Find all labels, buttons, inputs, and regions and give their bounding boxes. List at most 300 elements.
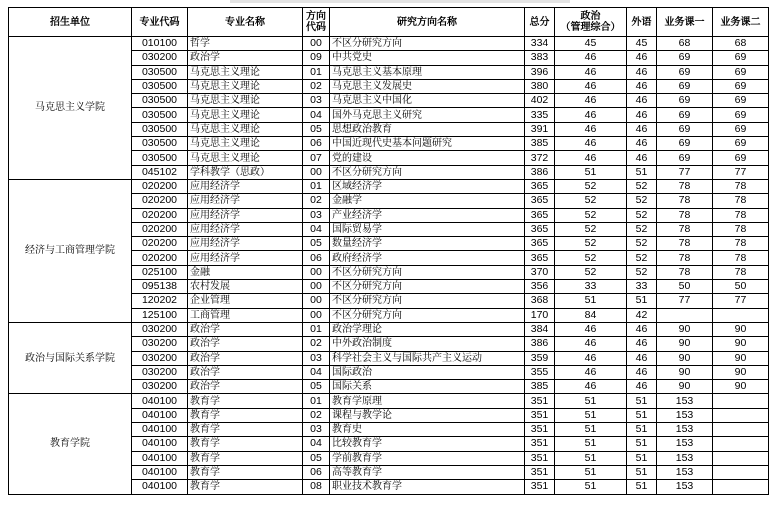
subject-1-score-cell: 78 (657, 222, 713, 236)
major-code-cell: 010100 (132, 37, 188, 51)
direction-name-cell: 国际贸易学 (330, 222, 525, 236)
subject-2-score-cell: 77 (713, 294, 769, 308)
politics-score-cell: 51 (555, 480, 627, 494)
direction-name-cell: 国外马克思主义研究 (330, 108, 525, 122)
direction-name-cell: 思想政治教育 (330, 122, 525, 136)
header-major-name: 专业名称 (188, 8, 303, 37)
subject-2-score-cell (713, 423, 769, 437)
foreign-language-score-cell: 51 (627, 480, 657, 494)
total-score-cell: 365 (525, 237, 555, 251)
foreign-language-score-cell: 46 (627, 108, 657, 122)
subject-1-score-cell: 78 (657, 179, 713, 193)
foreign-language-score-cell: 46 (627, 151, 657, 165)
foreign-language-score-cell: 51 (627, 394, 657, 408)
direction-code-cell: 01 (303, 65, 330, 79)
politics-score-cell: 52 (555, 265, 627, 279)
total-score-cell: 402 (525, 94, 555, 108)
direction-name-cell: 不区分研究方向 (330, 280, 525, 294)
header-direction-name: 研究方向名称 (330, 8, 525, 37)
total-score-cell: 385 (525, 380, 555, 394)
subject-2-score-cell (713, 394, 769, 408)
major-name-cell: 教育学 (188, 480, 303, 494)
direction-code-cell: 00 (303, 308, 330, 322)
subject-1-score-cell: 153 (657, 480, 713, 494)
subject-1-score-cell: 69 (657, 51, 713, 65)
table-row (9, 179, 769, 193)
total-score-cell: 384 (525, 322, 555, 336)
politics-score-cell: 51 (555, 465, 627, 479)
foreign-language-score-cell: 33 (627, 280, 657, 294)
subject-2-score-cell (713, 480, 769, 494)
subject-2-score-cell: 90 (713, 380, 769, 394)
foreign-language-score-cell: 46 (627, 380, 657, 394)
table-header (9, 8, 769, 37)
major-code-cell: 030200 (132, 380, 188, 394)
subject-2-score-cell (713, 408, 769, 422)
direction-code-cell: 04 (303, 108, 330, 122)
direction-code-cell: 00 (303, 265, 330, 279)
subject-1-score-cell: 69 (657, 65, 713, 79)
major-code-cell: 030500 (132, 94, 188, 108)
direction-name-cell: 不区分研究方向 (330, 294, 525, 308)
politics-score-cell: 46 (555, 365, 627, 379)
total-score-cell: 370 (525, 265, 555, 279)
major-code-cell: 040100 (132, 394, 188, 408)
major-name-cell: 教育学 (188, 394, 303, 408)
major-name-cell: 学科教学（思政） (188, 165, 303, 179)
major-name-cell: 政治学 (188, 322, 303, 336)
major-code-cell: 030200 (132, 337, 188, 351)
foreign-language-score-cell: 51 (627, 451, 657, 465)
direction-name-cell: 科学社会主义与国际共产主义运动 (330, 351, 525, 365)
subject-2-score-cell: 68 (713, 37, 769, 51)
direction-name-cell: 中外政治制度 (330, 337, 525, 351)
foreign-language-score-cell: 51 (627, 437, 657, 451)
subject-2-score-cell: 78 (713, 208, 769, 222)
politics-score-cell: 52 (555, 251, 627, 265)
total-score-cell: 383 (525, 51, 555, 65)
politics-score-cell: 51 (555, 423, 627, 437)
direction-name-cell: 国际关系 (330, 380, 525, 394)
direction-code-cell: 04 (303, 222, 330, 236)
unit-cell: 教育学院 (9, 394, 132, 494)
politics-score-cell: 46 (555, 322, 627, 336)
major-name-cell: 农村发展 (188, 280, 303, 294)
total-score-cell: 359 (525, 351, 555, 365)
total-score-cell: 386 (525, 165, 555, 179)
subject-1-score-cell: 69 (657, 79, 713, 93)
major-code-cell: 030200 (132, 322, 188, 336)
foreign-language-score-cell: 46 (627, 337, 657, 351)
subject-2-score-cell (713, 451, 769, 465)
major-code-cell: 040100 (132, 423, 188, 437)
major-name-cell: 政治学 (188, 380, 303, 394)
table-row (9, 394, 769, 408)
major-name-cell: 应用经济学 (188, 179, 303, 193)
subject-2-score-cell (713, 437, 769, 451)
header-politics (555, 8, 627, 37)
direction-name-cell: 不区分研究方向 (330, 308, 525, 322)
major-code-cell: 040100 (132, 465, 188, 479)
politics-score-cell: 51 (555, 437, 627, 451)
foreign-language-score-cell: 52 (627, 208, 657, 222)
subject-2-score-cell: 90 (713, 365, 769, 379)
politics-score-cell: 46 (555, 65, 627, 79)
direction-name-cell: 不区分研究方向 (330, 165, 525, 179)
table-body (9, 37, 769, 495)
direction-name-cell: 马克思主义发展史 (330, 79, 525, 93)
direction-code-cell: 02 (303, 79, 330, 93)
header-unit: 招生单位 (9, 8, 132, 37)
major-name-cell: 马克思主义理论 (188, 94, 303, 108)
header-politics-line2: （管理综合） (560, 22, 621, 33)
politics-score-cell: 84 (555, 308, 627, 322)
subject-2-score-cell (713, 465, 769, 479)
major-code-cell: 045102 (132, 165, 188, 179)
subject-2-score-cell: 78 (713, 251, 769, 265)
major-code-cell: 020200 (132, 222, 188, 236)
subject-2-score-cell: 78 (713, 194, 769, 208)
major-code-cell: 030500 (132, 79, 188, 93)
major-name-cell: 教育学 (188, 451, 303, 465)
total-score-cell: 351 (525, 408, 555, 422)
direction-code-cell: 05 (303, 380, 330, 394)
direction-name-cell: 产业经济学 (330, 208, 525, 222)
foreign-language-score-cell: 52 (627, 251, 657, 265)
politics-score-cell: 46 (555, 337, 627, 351)
direction-name-cell: 比较教育学 (330, 437, 525, 451)
direction-name-cell: 马克思主义中国化 (330, 94, 525, 108)
major-name-cell: 政治学 (188, 337, 303, 351)
subject-2-score-cell: 78 (713, 237, 769, 251)
major-code-cell: 040100 (132, 437, 188, 451)
politics-score-cell: 46 (555, 122, 627, 136)
major-name-cell: 哲学 (188, 37, 303, 51)
subject-1-score-cell: 153 (657, 394, 713, 408)
total-score-cell: 365 (525, 222, 555, 236)
subject-1-score-cell: 90 (657, 365, 713, 379)
table-row (9, 322, 769, 336)
politics-score-cell: 46 (555, 380, 627, 394)
major-name-cell: 马克思主义理论 (188, 65, 303, 79)
total-score-cell: 351 (525, 437, 555, 451)
foreign-language-score-cell: 45 (627, 37, 657, 51)
politics-score-cell: 46 (555, 151, 627, 165)
foreign-language-score-cell: 46 (627, 137, 657, 151)
direction-code-cell: 05 (303, 451, 330, 465)
header-total: 总分 (525, 8, 555, 37)
foreign-language-score-cell: 46 (627, 65, 657, 79)
header-foreign-language: 外语 (627, 8, 657, 37)
politics-score-cell: 46 (555, 137, 627, 151)
subject-2-score-cell: 69 (713, 108, 769, 122)
subject-1-score-cell: 69 (657, 137, 713, 151)
direction-code-cell: 02 (303, 337, 330, 351)
major-code-cell: 030500 (132, 122, 188, 136)
direction-code-cell: 08 (303, 480, 330, 494)
subject-1-score-cell: 153 (657, 451, 713, 465)
direction-name-cell: 教育学原理 (330, 394, 525, 408)
politics-score-cell: 51 (555, 451, 627, 465)
subject-2-score-cell: 69 (713, 137, 769, 151)
direction-code-cell: 00 (303, 280, 330, 294)
major-name-cell: 企业管理 (188, 294, 303, 308)
direction-code-cell: 09 (303, 51, 330, 65)
major-code-cell: 120202 (132, 294, 188, 308)
major-name-cell: 马克思主义理论 (188, 108, 303, 122)
major-name-cell: 政治学 (188, 51, 303, 65)
subject-1-score-cell: 78 (657, 194, 713, 208)
subject-2-score-cell: 90 (713, 351, 769, 365)
foreign-language-score-cell: 46 (627, 51, 657, 65)
subject-2-score-cell: 78 (713, 222, 769, 236)
subject-2-score-cell: 90 (713, 337, 769, 351)
major-name-cell: 教育学 (188, 465, 303, 479)
direction-name-cell: 政治学理论 (330, 322, 525, 336)
top-decoration-line (230, 0, 570, 3)
direction-code-cell: 01 (303, 179, 330, 193)
subject-1-score-cell: 90 (657, 337, 713, 351)
major-code-cell: 040100 (132, 480, 188, 494)
direction-code-cell: 03 (303, 351, 330, 365)
major-code-cell: 030500 (132, 65, 188, 79)
header-direction-code-line1: 方向 (306, 11, 326, 22)
subject-2-score-cell (713, 308, 769, 322)
major-name-cell: 应用经济学 (188, 208, 303, 222)
direction-code-cell: 04 (303, 437, 330, 451)
total-score-cell: 351 (525, 451, 555, 465)
subject-2-score-cell: 69 (713, 122, 769, 136)
direction-name-cell: 数量经济学 (330, 237, 525, 251)
major-name-cell: 应用经济学 (188, 222, 303, 236)
major-name-cell: 教育学 (188, 423, 303, 437)
foreign-language-score-cell: 52 (627, 237, 657, 251)
subject-1-score-cell: 153 (657, 423, 713, 437)
subject-1-score-cell: 78 (657, 265, 713, 279)
direction-code-cell: 03 (303, 208, 330, 222)
subject-1-score-cell: 78 (657, 237, 713, 251)
total-score-cell: 396 (525, 65, 555, 79)
table-row (9, 37, 769, 51)
subject-1-score-cell: 78 (657, 251, 713, 265)
direction-name-cell: 不区分研究方向 (330, 265, 525, 279)
direction-name-cell: 政府经济学 (330, 251, 525, 265)
direction-code-cell: 02 (303, 194, 330, 208)
foreign-language-score-cell: 52 (627, 265, 657, 279)
total-score-cell: 368 (525, 294, 555, 308)
foreign-language-score-cell: 46 (627, 322, 657, 336)
total-score-cell: 365 (525, 194, 555, 208)
foreign-language-score-cell: 46 (627, 79, 657, 93)
major-code-cell: 020200 (132, 208, 188, 222)
major-name-cell: 教育学 (188, 437, 303, 451)
politics-score-cell: 52 (555, 179, 627, 193)
foreign-language-score-cell: 42 (627, 308, 657, 322)
major-code-cell: 020200 (132, 251, 188, 265)
header-subject-2: 业务课二 (713, 8, 769, 37)
major-code-cell: 030200 (132, 351, 188, 365)
foreign-language-score-cell: 51 (627, 465, 657, 479)
subject-1-score-cell: 69 (657, 122, 713, 136)
foreign-language-score-cell: 52 (627, 222, 657, 236)
total-score-cell: 372 (525, 151, 555, 165)
direction-name-cell: 区域经济学 (330, 179, 525, 193)
politics-score-cell: 45 (555, 37, 627, 51)
major-name-cell: 政治学 (188, 365, 303, 379)
major-name-cell: 马克思主义理论 (188, 151, 303, 165)
subject-1-score-cell: 78 (657, 208, 713, 222)
direction-name-cell: 中共党史 (330, 51, 525, 65)
politics-score-cell: 51 (555, 294, 627, 308)
direction-code-cell: 01 (303, 322, 330, 336)
header-direction-code-line2: 代码 (306, 22, 326, 33)
direction-code-cell: 00 (303, 165, 330, 179)
politics-score-cell: 52 (555, 237, 627, 251)
total-score-cell: 170 (525, 308, 555, 322)
header-subject-1: 业务课一 (657, 8, 713, 37)
major-name-cell: 马克思主义理论 (188, 79, 303, 93)
direction-code-cell: 04 (303, 365, 330, 379)
subject-2-score-cell: 69 (713, 94, 769, 108)
direction-name-cell: 课程与教学论 (330, 408, 525, 422)
foreign-language-score-cell: 46 (627, 122, 657, 136)
total-score-cell: 386 (525, 337, 555, 351)
direction-code-cell: 03 (303, 94, 330, 108)
subject-2-score-cell: 69 (713, 151, 769, 165)
subject-1-score-cell: 69 (657, 94, 713, 108)
subject-1-score-cell: 77 (657, 165, 713, 179)
total-score-cell: 335 (525, 108, 555, 122)
direction-name-cell: 马克思主义基本原理 (330, 65, 525, 79)
total-score-cell: 351 (525, 465, 555, 479)
politics-score-cell: 33 (555, 280, 627, 294)
major-code-cell: 030200 (132, 51, 188, 65)
subject-1-score-cell (657, 308, 713, 322)
foreign-language-score-cell: 46 (627, 365, 657, 379)
direction-name-cell: 国际政治 (330, 365, 525, 379)
subject-1-score-cell: 77 (657, 294, 713, 308)
major-name-cell: 教育学 (188, 408, 303, 422)
major-name-cell: 马克思主义理论 (188, 122, 303, 136)
direction-code-cell: 05 (303, 122, 330, 136)
subject-1-score-cell: 69 (657, 108, 713, 122)
politics-score-cell: 51 (555, 394, 627, 408)
direction-code-cell: 00 (303, 294, 330, 308)
foreign-language-score-cell: 46 (627, 351, 657, 365)
subject-1-score-cell: 90 (657, 351, 713, 365)
subject-2-score-cell: 77 (713, 165, 769, 179)
unit-cell: 政治与国际关系学院 (9, 322, 132, 393)
total-score-cell: 351 (525, 394, 555, 408)
major-code-cell: 020200 (132, 194, 188, 208)
politics-score-cell: 51 (555, 408, 627, 422)
direction-name-cell: 教育史 (330, 423, 525, 437)
major-code-cell: 125100 (132, 308, 188, 322)
subject-2-score-cell: 69 (713, 51, 769, 65)
subject-1-score-cell: 153 (657, 408, 713, 422)
politics-score-cell: 46 (555, 51, 627, 65)
foreign-language-score-cell: 51 (627, 294, 657, 308)
direction-code-cell: 06 (303, 465, 330, 479)
subject-1-score-cell: 90 (657, 380, 713, 394)
subject-2-score-cell: 78 (713, 265, 769, 279)
major-code-cell: 030200 (132, 365, 188, 379)
score-table (8, 7, 769, 495)
total-score-cell: 334 (525, 37, 555, 51)
major-code-cell: 020200 (132, 237, 188, 251)
direction-name-cell: 不区分研究方向 (330, 37, 525, 51)
major-name-cell: 金融 (188, 265, 303, 279)
subject-2-score-cell: 50 (713, 280, 769, 294)
total-score-cell: 391 (525, 122, 555, 136)
major-code-cell: 095138 (132, 280, 188, 294)
total-score-cell: 356 (525, 280, 555, 294)
major-code-cell: 020200 (132, 179, 188, 193)
total-score-cell: 351 (525, 423, 555, 437)
unit-cell: 经济与工商管理学院 (9, 179, 132, 322)
total-score-cell: 351 (525, 480, 555, 494)
total-score-cell: 365 (525, 251, 555, 265)
foreign-language-score-cell: 52 (627, 194, 657, 208)
total-score-cell: 365 (525, 179, 555, 193)
subject-1-score-cell: 90 (657, 322, 713, 336)
major-name-cell: 应用经济学 (188, 194, 303, 208)
foreign-language-score-cell: 51 (627, 165, 657, 179)
direction-name-cell: 学前教育学 (330, 451, 525, 465)
politics-score-cell: 46 (555, 79, 627, 93)
direction-name-cell: 职业技术教育学 (330, 480, 525, 494)
direction-code-cell: 06 (303, 251, 330, 265)
direction-name-cell: 党的建设 (330, 151, 525, 165)
direction-code-cell: 01 (303, 394, 330, 408)
subject-2-score-cell: 90 (713, 322, 769, 336)
subject-1-score-cell: 50 (657, 280, 713, 294)
direction-code-cell: 07 (303, 151, 330, 165)
foreign-language-score-cell: 51 (627, 408, 657, 422)
subject-2-score-cell: 69 (713, 65, 769, 79)
major-name-cell: 工商管理 (188, 308, 303, 322)
subject-1-score-cell: 153 (657, 437, 713, 451)
major-code-cell: 025100 (132, 265, 188, 279)
politics-score-cell: 52 (555, 208, 627, 222)
subject-1-score-cell: 153 (657, 465, 713, 479)
major-code-cell: 030500 (132, 151, 188, 165)
major-code-cell: 040100 (132, 451, 188, 465)
politics-score-cell: 46 (555, 351, 627, 365)
direction-code-cell: 02 (303, 408, 330, 422)
major-code-cell: 030500 (132, 137, 188, 151)
direction-code-cell: 00 (303, 37, 330, 51)
header-politics-line1: 政治 (580, 11, 601, 22)
direction-name-cell: 高等教育学 (330, 465, 525, 479)
major-code-cell: 040100 (132, 408, 188, 422)
politics-score-cell: 46 (555, 94, 627, 108)
foreign-language-score-cell: 52 (627, 179, 657, 193)
politics-score-cell: 51 (555, 165, 627, 179)
total-score-cell: 385 (525, 137, 555, 151)
politics-score-cell: 52 (555, 194, 627, 208)
subject-2-score-cell: 69 (713, 79, 769, 93)
unit-cell: 马克思主义学院 (9, 37, 132, 180)
direction-code-cell: 03 (303, 423, 330, 437)
politics-score-cell: 52 (555, 222, 627, 236)
total-score-cell: 365 (525, 208, 555, 222)
direction-code-cell: 05 (303, 237, 330, 251)
direction-name-cell: 金融学 (330, 194, 525, 208)
foreign-language-score-cell: 46 (627, 94, 657, 108)
major-name-cell: 政治学 (188, 351, 303, 365)
foreign-language-score-cell: 51 (627, 423, 657, 437)
